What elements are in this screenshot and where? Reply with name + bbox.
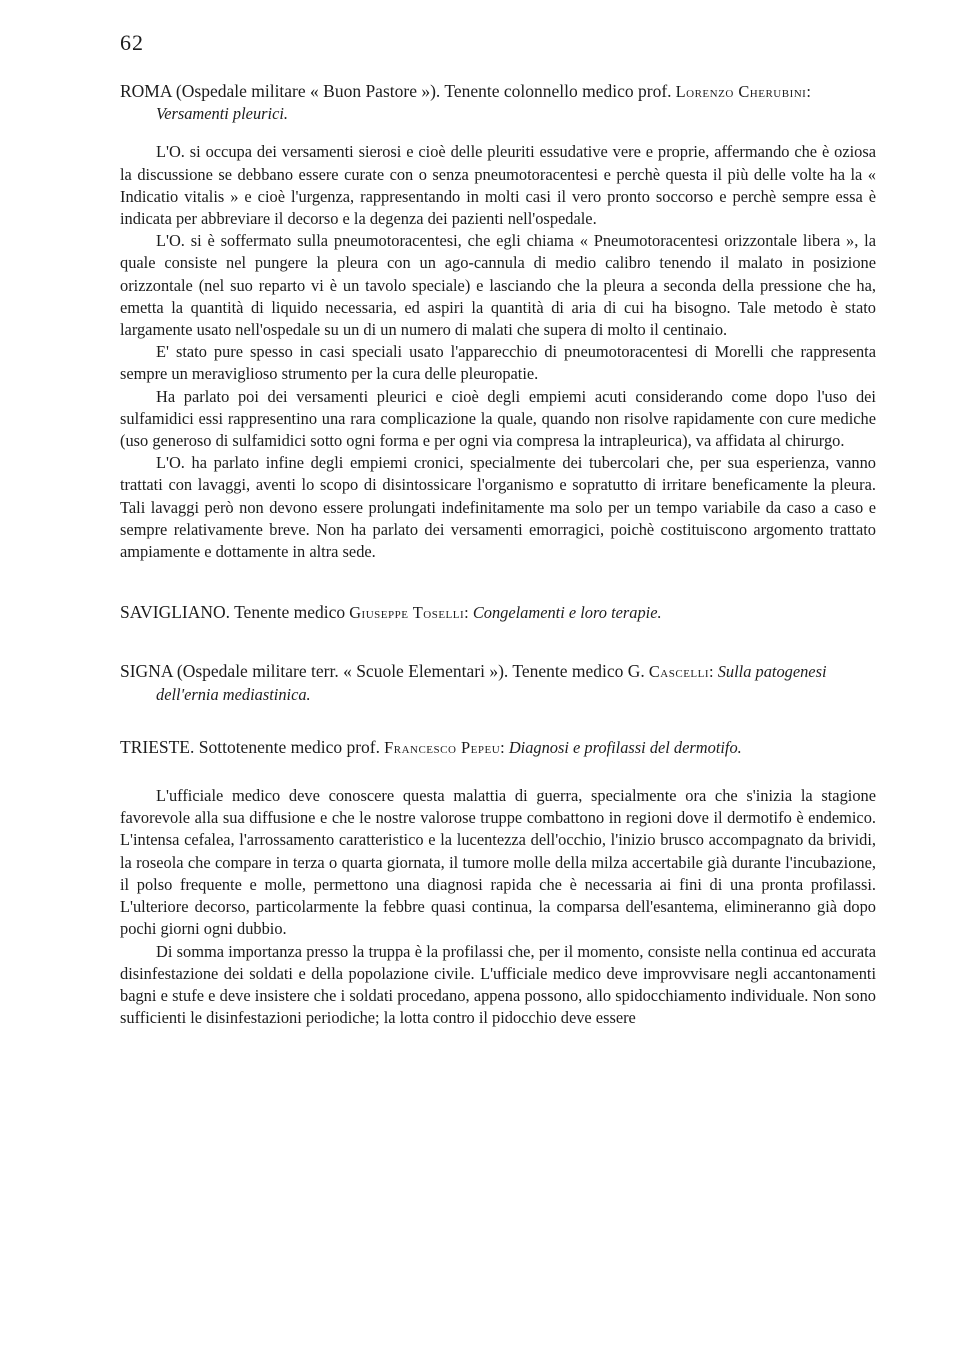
paragraph: Di somma importanza presso la truppa è la profilassi che, per il momento, consiste nella continua ed accurata disinfestazione dei soldati e della popolazione civile. L'ufficiale medico deve improvvisare negli accantonamenti bagni e stufe e deve insistere che i soldati procedano, appena possono, allo spidocchiamento individuale. Non sono sufficienti le disinfestazioni periodiche; la lotta contro il pidocchio deve essere — [120, 941, 876, 1028]
entry-author: Francesco Pepeu — [384, 737, 501, 757]
spacer — [120, 125, 876, 141]
paragraph: E' stato pure spesso in casi speciali usato l'apparecchio di pneumotoracentesi di Morelli che rappresenta sempre un meraviglioso strumento per la cura delle pleuropatie. — [120, 342, 876, 384]
entry-savigliano-heading — [120, 601, 876, 624]
paragraph: L'O. si è soffermato sulla pneumotoracentesi, che egli chiama « Pneumotoracentesi orizzontale libera », la quale consiste nel pungere la pleura con un ago-cannula di medio calibro tenendo il malato in posizione orizzontale (nel suo reparto vi è un tavolo speciale) e lasciando che la pleura a seconda della pressione che ha, emetta la quantità di liquido necessaria, ed aspiri la quantità di aria di cui ha bisogno. Tale metodo è stato largamente usato nell'ospedale su un di un numero di malati che supera di molto il centinaio. — [120, 231, 876, 340]
entry-topic: Diagnosi e profilassi del dermotifo. — [508, 737, 742, 757]
paragraph: L'O. si occupa dei versamenti sierosi e cioè delle pleuriti essudative vere e proprie, affermando che è oziosa la discussione se debbano essere curate con o senza pneumotoracentesi e perchè questa il più delle volte ha la « Indicatio vitalis » e cioè l'urgenza, rappresentando in molti casi il vero pronto soccorso e perchè sempre essa è indicata per abbreviare il decorso e la degenza dei pazienti nell'ospedale. — [120, 142, 876, 229]
entry-place-text: TRIESTE. Sottotenente medico prof. — [120, 736, 381, 757]
entry-place-text: SIGNA (Ospedale militare terr. « Scuole Elementari »). Tenente medico G. — [120, 661, 645, 682]
spacer — [120, 563, 876, 601]
spacer — [120, 759, 876, 785]
paragraph: Ha parlato poi dei versamenti pleurici e cioè degli empiemi acuti considerando come dopo l'uso dei sulfamidici essi rappresentino una rara complicazione la quale, quando non risolve rapidamente con cure mediche (uso generoso di sulfamidici sotto ogni forma e per ogni via compresa la intrapleurica), va affidata al chirurgo. — [120, 386, 876, 451]
entry-separator: : — [806, 82, 811, 101]
entry-topic: Sulla patogenesi dell'ernia mediastinica. — [156, 662, 827, 704]
paragraph: L'O. ha parlato infine degli empiemi cronici, specialmente dei tubercolari che, per sua esperienza, vanno trattati con lavaggi, aventi lo scopo di disintossicare l'organismo e sopratutto di irritare beneficamente la pleura. Tali lavaggi però non devono essere prolungati indefinitamente ma solo per un tempo variabile da caso a caso e sempre relativamente breve. Non ha parlato dei versamenti emorragici, poichè costituiscono argomento trattato ampiamente e dottamente in altra sede. — [120, 453, 876, 562]
entry-place-text: SAVIGLIANO. Tenente medico — [120, 602, 346, 623]
entry-author: Giuseppe Toselli — [349, 603, 465, 623]
spacer — [120, 624, 876, 660]
page-number: 62 — [120, 30, 144, 55]
entry-trieste-heading — [120, 736, 876, 759]
entry-topic: Congelamenti e loro terapie. — [472, 603, 662, 623]
entry-place-text: ROMA (Ospedale militare « Buon Pastore »). Tenente colonnello medico prof. — [120, 81, 672, 101]
entry-roma-heading — [120, 80, 876, 125]
entry-author: Cascelli — [648, 662, 710, 682]
spacer — [120, 706, 876, 736]
entry-separator: : — [709, 662, 714, 682]
entry-signa-heading — [120, 660, 876, 705]
entry-topic: Versamenti pleurici. — [156, 104, 289, 124]
page-body — [120, 80, 876, 1029]
entry-separator: : — [500, 737, 505, 757]
paragraph: L'ufficiale medico deve conoscere questa malattia di guerra, specialmente ora che s'inizia la stagione favorevole alla sua diffusione e che le nostre valorose truppe combattono in regioni dove il dermotifo è endemico. L'intensa cefalea, l'arrossamento caratteristico e la lucentezza dell'occhio, l'inizio brusco accompagnato da brividi, la roseola che compare in terza o quarta giornata, il tumore molle della milza accertabile già durante l'incubazione, il polso frequente e molle, permettono una diagnosi rapida che è necessaria ai fini di una pronta profilassi. L'ulteriore decorso, particolarmente la febbre quasi continua, la comparsa dell'esantema, elimineranno già dopo pochi giorni ogni dubbio. — [120, 786, 876, 939]
entry-separator: : — [464, 603, 469, 623]
entry-author: Lorenzo Cherubini — [675, 82, 807, 101]
